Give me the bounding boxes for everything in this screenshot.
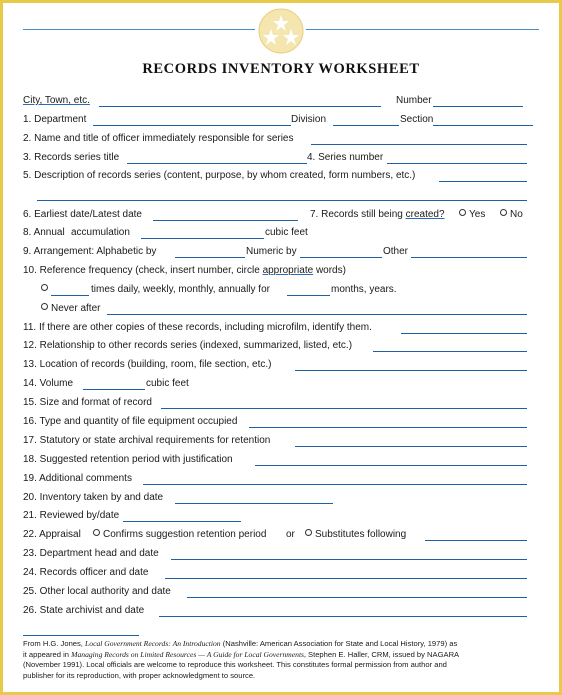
label-annual: 8. Annual: [23, 227, 65, 238]
input-line-reviewed[interactable]: [123, 521, 241, 522]
label-city: City, Town, etc.: [23, 95, 90, 106]
input-line-file-equipment[interactable]: [249, 427, 527, 428]
input-line-additional-comments[interactable]: [143, 484, 527, 485]
field-24: [3, 566, 559, 582]
label-arrangement: 9. Arrangement: Alphabetic by: [23, 246, 157, 257]
field-3: [3, 151, 559, 167]
worksheet-page: [3, 3, 559, 692]
radio-never-icon[interactable]: [41, 303, 48, 310]
input-line-city[interactable]: [99, 106, 381, 107]
label-dates: 6. Earliest date/Latest date: [23, 209, 142, 220]
label-times-daily: times daily, weekly, monthly, annually for: [91, 284, 270, 295]
input-line-dates[interactable]: [153, 220, 298, 221]
field-2: [3, 132, 559, 148]
input-line-section[interactable]: [433, 125, 533, 126]
input-line-description-2[interactable]: [37, 200, 527, 201]
field-12: [3, 339, 559, 355]
label-cubic-feet: cubic feet: [265, 227, 308, 238]
footer-line-4: publisher for its reproduction, with proper acknowledgment to source.: [23, 670, 256, 680]
input-line-alphabetic[interactable]: [175, 257, 245, 258]
field-21: [3, 509, 559, 525]
field-23: [3, 547, 559, 563]
label-size-format: 15. Size and format of record: [23, 397, 152, 408]
label-records-officer: 24. Records officer and date: [23, 567, 149, 578]
label-department-head: 23. Department head and date: [23, 548, 159, 559]
field-5-continued: [3, 188, 559, 204]
field-10-never: [3, 302, 559, 318]
label-reference-frequency: 10. Reference frequency (check, insert number, circle appropriate words): [23, 265, 346, 276]
field-10-times: [3, 283, 559, 299]
option-never-after[interactable]: Never after: [41, 302, 100, 316]
input-line-size-format[interactable]: [161, 408, 527, 409]
input-line-other[interactable]: [411, 257, 527, 258]
option-substitutes[interactable]: Substitutes following: [305, 528, 406, 542]
label-other-copies: 11. If there are other copies of these records, including microfilm, identify them.: [23, 322, 372, 333]
input-line-other-copies[interactable]: [401, 333, 527, 334]
label-officer: 2. Name and title of officer immediately responsible for series: [23, 133, 294, 144]
field-17: [3, 434, 559, 450]
label-state-archivist: 26. State archivist and date: [23, 605, 145, 616]
header-rule-left: [23, 29, 255, 30]
label-series-title: 3. Records series title: [23, 152, 120, 163]
field-15: [3, 396, 559, 412]
header-rule-right: [306, 29, 539, 30]
label-department: 1. Department: [23, 114, 87, 125]
input-line-division[interactable]: [333, 125, 399, 126]
label-local-authority: 25. Other local authority and date: [23, 586, 171, 597]
input-line-description[interactable]: [439, 181, 527, 182]
three-stars-emblem-icon: [257, 7, 305, 55]
label-inventory-taken: 20. Inventory taken by and date: [23, 492, 164, 503]
label-still-created: 7. Records still being created?: [310, 209, 445, 220]
label-statutory: 17. Statutory or state archival requirements for retention: [23, 435, 271, 446]
option-times[interactable]: [41, 283, 51, 297]
radio-yes-icon[interactable]: [459, 209, 466, 216]
field-14: [3, 377, 559, 393]
input-line-relationship[interactable]: [373, 351, 527, 352]
field-5: [3, 169, 559, 185]
radio-confirms-icon[interactable]: [93, 529, 100, 536]
label-months-years: months, years.: [331, 284, 397, 295]
input-line-volume[interactable]: [83, 389, 145, 390]
field-6: [3, 208, 559, 224]
input-line-substitutes[interactable]: [425, 540, 527, 541]
label-retention: 18. Suggested retention period with justification: [23, 454, 233, 465]
option-yes[interactable]: Yes: [459, 208, 485, 222]
footer-line-2: it appeared in Managing Records on Limited Resources — A Guide for Local Governments, Stephen E. Haller, CRM, issued by NAGARA: [23, 649, 460, 659]
radio-times-icon[interactable]: [41, 284, 48, 291]
input-line-number[interactable]: [433, 106, 523, 107]
footer-citation: [23, 639, 535, 681]
label-appraisal: 22. Appraisal: [23, 529, 81, 540]
label-relationship: 12. Relationship to other records series (indexed, summarized, listed, etc.): [23, 340, 353, 351]
field-10: [3, 264, 559, 280]
field-16: [3, 415, 559, 431]
label-number: Number: [396, 95, 432, 106]
footer-line-1: From H.G. Jones, Local Government Records: An Introduction (Nashville: American Association for State and Local History, 1979) as: [23, 639, 458, 648]
input-line-inventory-taken[interactable]: [175, 503, 333, 504]
field-18: [3, 453, 559, 469]
footer-line-3: (November 1991). Local officials are welcome to reproduce this worksheet. This constitutes formal permission from author and: [23, 660, 447, 669]
input-line-officer[interactable]: [311, 144, 527, 145]
label-accumulation: accumulation: [71, 227, 130, 238]
label-series-number: 4. Series number: [307, 152, 384, 163]
field-1: [3, 113, 559, 129]
label-additional-comments: 19. Additional comments: [23, 473, 132, 484]
input-line-numeric[interactable]: [300, 257, 382, 258]
input-line-department[interactable]: [93, 125, 291, 126]
input-line-location[interactable]: [295, 370, 527, 371]
input-line-department-head[interactable]: [171, 559, 527, 560]
input-line-accumulation[interactable]: [141, 238, 264, 239]
label-section: Section: [400, 114, 434, 125]
input-line-records-officer[interactable]: [165, 578, 527, 579]
label-volume: 14. Volume: [23, 378, 74, 389]
field-8: [3, 226, 559, 242]
option-confirms[interactable]: Confirms suggestion retention period: [93, 528, 266, 542]
input-line-series-title[interactable]: [127, 163, 307, 164]
field-26: [3, 604, 559, 620]
field-city: [3, 94, 559, 110]
input-line-times[interactable]: [51, 295, 89, 296]
field-11: [3, 321, 559, 337]
label-file-equipment: 16. Type and quantity of file equipment occupied: [23, 416, 238, 427]
input-line-retention[interactable]: [255, 465, 527, 466]
label-location: 13. Location of records (building, room, file section, etc.): [23, 359, 272, 370]
page-title: RECORDS INVENTORY WORKSHEET: [142, 61, 420, 77]
input-line-statutory[interactable]: [295, 446, 527, 447]
field-19: [3, 472, 559, 488]
input-line-local-authority[interactable]: [187, 597, 527, 598]
field-20: [3, 491, 559, 507]
input-line-months[interactable]: [287, 295, 330, 296]
field-13: [3, 358, 559, 374]
radio-substitutes-icon[interactable]: [305, 529, 312, 536]
label-division: Division: [291, 114, 327, 125]
label-volume-cubic-feet: cubic feet: [146, 378, 189, 389]
input-line-state-archivist[interactable]: [159, 616, 527, 617]
field-9: [3, 245, 559, 261]
field-25: [3, 585, 559, 601]
footer-rule: [23, 635, 139, 636]
input-line-series-number[interactable]: [387, 163, 527, 164]
label-numeric: Numeric by: [246, 246, 297, 257]
label-description: 5. Description of records series (content, purpose, by whom created, form numbers, etc.): [23, 170, 416, 181]
radio-no-icon[interactable]: [500, 209, 507, 216]
label-reviewed: 21. Reviewed by/date: [23, 510, 120, 521]
option-no[interactable]: No: [500, 208, 523, 222]
field-22: [3, 528, 559, 544]
label-other: Other: [383, 246, 409, 257]
input-line-never-after[interactable]: [107, 314, 527, 315]
label-or: or: [286, 529, 295, 540]
